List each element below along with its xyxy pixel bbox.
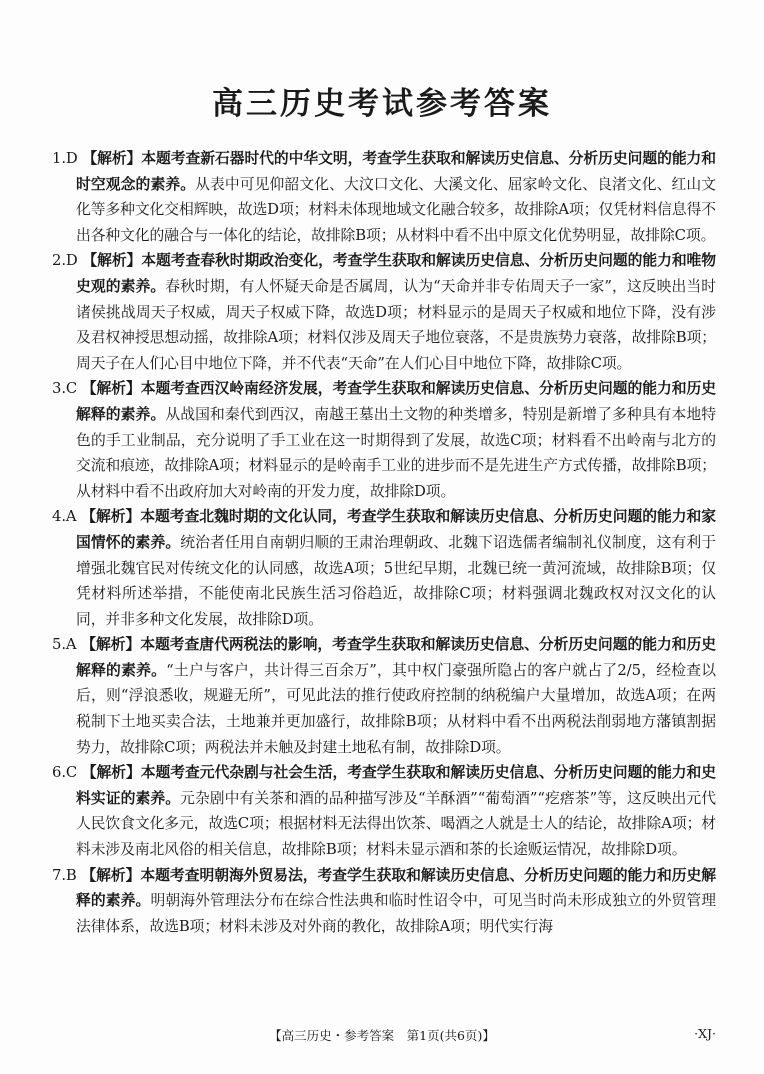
analysis-lead: 【解析】本题考查北魏时期的文化认同，考查学生获取和解读历史信息、分析历史问题的能力和家国情怀的素养。 [76,508,716,551]
answer-number: 5.A [52,636,77,654]
answer-number: 2.D [52,252,78,270]
answer-number: 4.A [52,508,77,526]
page-title: 高三历史考试参考答案 [212,86,552,122]
footer-code: ·XJ· [694,1026,716,1041]
analysis-lead: 【解析】本题考查新石器时代的中华文明，考查学生获取和解读历史信息、分析历史问题的能力和时空观念的素养。 [76,150,716,193]
answer-item-3 [52,376,716,504]
analysis-text: “土户与客户，共计得三百余万”，其中权门豪强所隐占的客户就占了2/5，经检查以后，则“浮浪悉收，规避无所”，可见此法的推行使政府控制的纳税编户大量增加，故选A项；在两税制下土地买卖合法，土地兼并更加盛行，故排除B项；从材料中看不出两税法削弱地方藩镇割据势力，故排除C项；两税法并未触及封建土地私有制，故排除D项。 [76,661,716,756]
answer-number: 7.B [52,866,77,884]
answer-number: 3.C [52,380,78,398]
answer-list [52,146,716,939]
footer-page-info: 【高三历史・参考答案 第1页(共6页)】 [269,1028,495,1043]
answer-item-6 [52,760,716,862]
answer-item-5 [52,632,716,760]
analysis-text: 从战国和秦代到西汉，南越王墓出土文物的种类增多，特别是新增了多种具有本地特色的手工业制品，充分说明了手工业在这一时期得到了发展，故选C项；材料看不出岭南与北方的交流和痕迹，故排除A项；材料显示的是岭南手工业的进步而不是先进生产方式传播，故排除B项；从材料中看不出政府加大对岭南的开发力度，故排除D项。 [76,405,716,500]
analysis-text: 春秋时期，有人怀疑天命是否属周，认为“天命并非专佑周天子一家”，这反映出当时诸侯挑战周天子权威，周天子权威下降，故选D项；材料显示的是周天子权威和地位下降，没有涉及君权神授思想动摇，故排除A项；材料仅涉及周天子地位衰落，不是贵族势力衰落，故排除B项；周天子在人们心目中地位下降，并不代表“天命”在人们心目中地位下降，故排除C项。 [76,277,716,372]
answer-number: 1.D [52,150,78,167]
analysis-text: 明朝海外管理法分布在综合性法典和临时性诏令中，可见当时尚未形成独立的外贸管理法律体系，故选B项；材料未涉及对外商的教化，故排除A项；明代实行海 [76,892,716,935]
answer-item-1 [52,146,716,248]
page-footer [0,1026,764,1048]
analysis-lead: 【解析】本题考查唐代两税法的影响，考查学生获取和解读历史信息、分析历史问题的能力和历史解释的素养。 [76,636,716,679]
analysis-lead: 【解析】本题考查西汉岭南经济发展，考查学生获取和解读历史信息、分析历史问题的能力和历史解释的素养。 [76,380,716,423]
answer-item-4 [52,504,716,632]
analysis-text: 从表中可见仰韶文化、大汶口文化、大溪文化、屈家岭文化、良渚文化、红山文化等多种文化交相辉映，故选D项；材料未体现地域文化融合较多，故排除A项；仅凭材料信息得不出各种文化的融合与一体化的结论，故排除B项；从材料中看不出中原文化优势明显，故排除C项。 [76,175,716,244]
analysis-lead: 【解析】本题考查春秋时期政治变化，考查学生获取和解读历史信息、分析历史问题的能力和唯物史观的素养。 [76,252,716,295]
analysis-lead: 【解析】本题考查元代杂剧与社会生活，考查学生获取和解读历史信息、分析历史问题的能力和史料实证的素养。 [76,764,716,807]
analysis-lead: 【解析】本题考查明朝海外贸易法，考查学生获取和解读历史信息、分析历史问题的能力和历史解释的素养。 [76,866,716,910]
analysis-text: 元杂剧中有关茶和酒的品种描写涉及“羊酥酒”“葡萄酒”“疙瘩茶”等，这反映出元代人民饮食文化多元，故选C项；根据材料无法得出饮茶、喝酒之人就是士人的结论，故排除A项；材料未涉及南北风俗的相关信息，故排除B项；材料未显示酒和茶的长途贩运情况，故排除D项。 [76,789,716,859]
answer-item-7 [52,863,716,940]
analysis-text: 统治者任用自南朝归顺的王肃治理朝政、北魏下诏选儒者编制礼仪制度，这有利于增强北魏官民对传统文化的认同感，故选A项；5世纪早期，北魏已统一黄河流域，故排除B项；仅凭材料所述举措，不能使南北民族生活习俗趋近，故排除C项；材料强调北魏政权对汉文化的认同，并非多种文化发展，故排除D项。 [76,533,716,628]
answer-item-2 [52,248,716,376]
answer-number: 6.C [52,764,78,782]
